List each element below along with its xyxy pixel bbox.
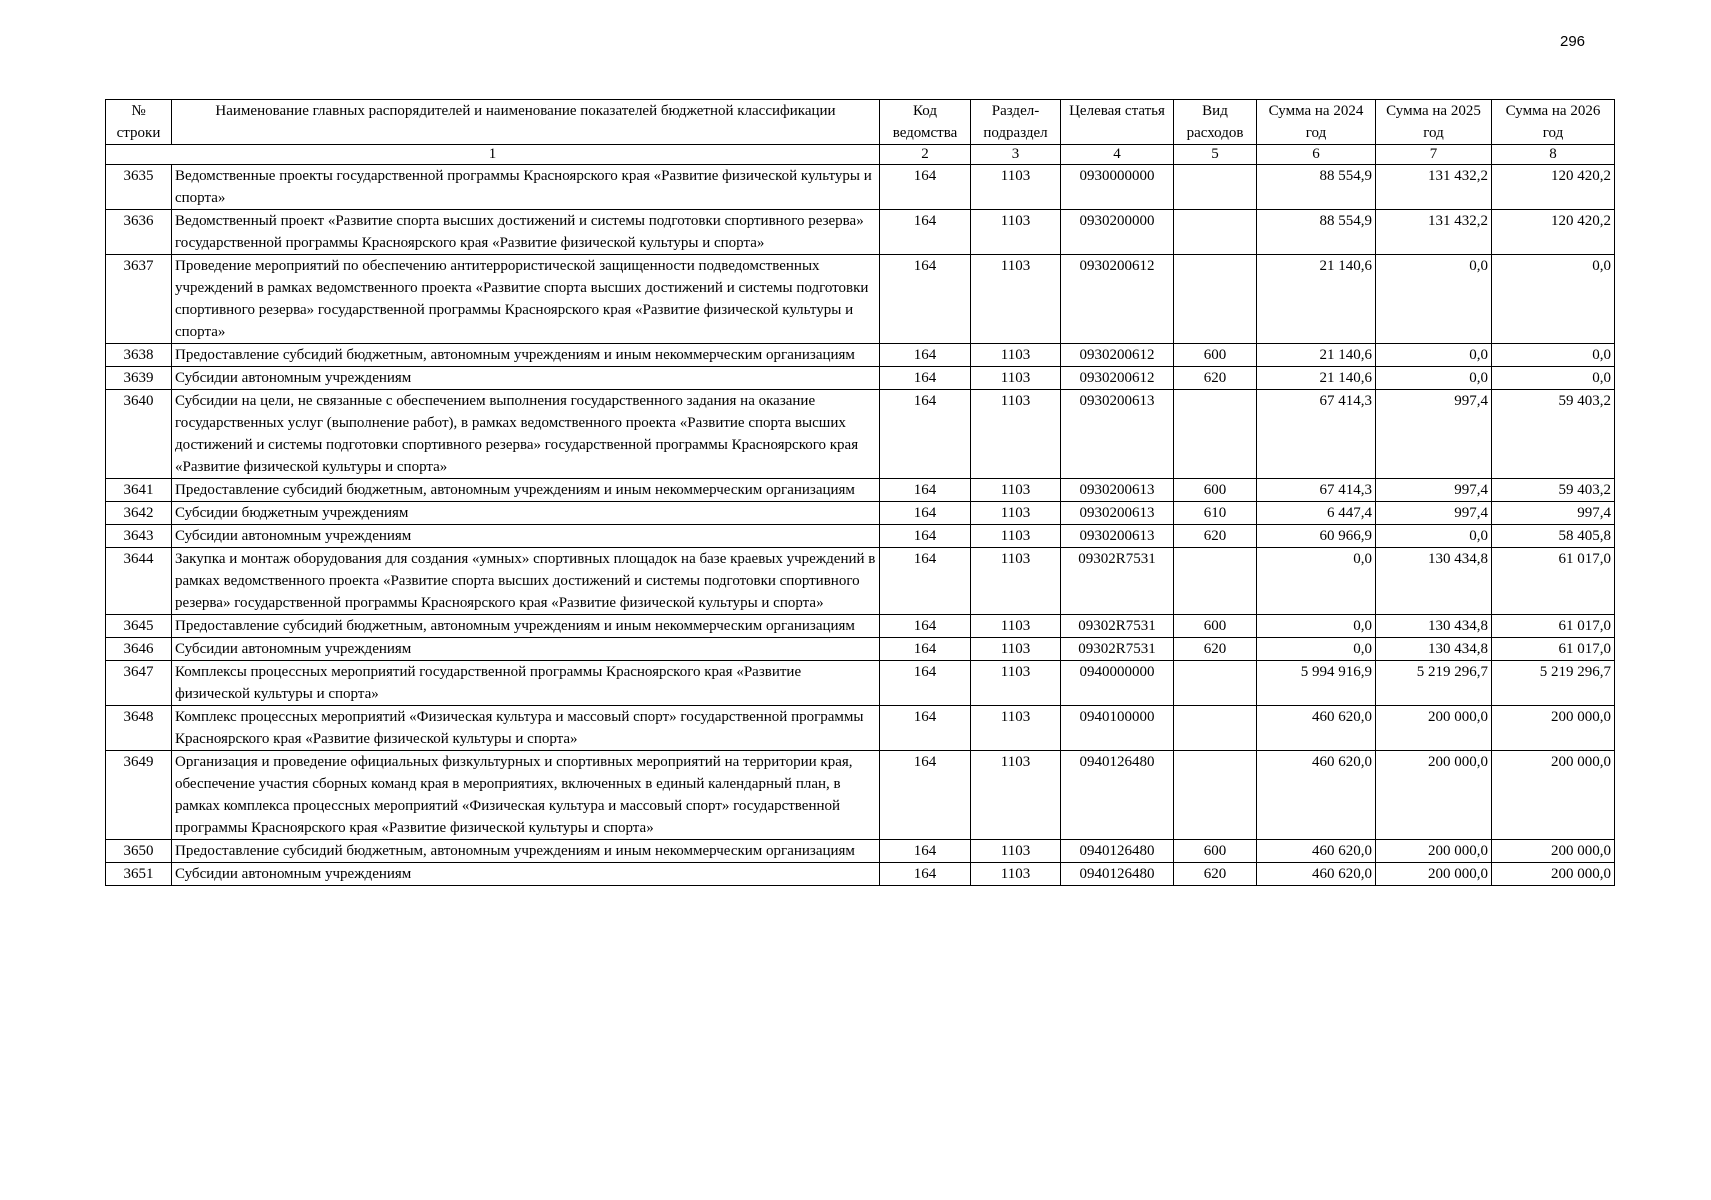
row-number-cell: 3648 xyxy=(106,706,172,751)
section-cell: 1103 xyxy=(971,615,1061,638)
header-dept-code: Код ведомства xyxy=(880,100,971,145)
sum-2024-cell: 88 554,9 xyxy=(1257,210,1376,255)
table-row xyxy=(106,344,1615,367)
section-cell: 1103 xyxy=(971,479,1061,502)
section-cell: 1103 xyxy=(971,210,1061,255)
target-cell: 09302R7531 xyxy=(1061,638,1174,661)
expense-type-cell xyxy=(1174,706,1257,751)
row-number-cell: 3637 xyxy=(106,255,172,344)
section-cell: 1103 xyxy=(971,502,1061,525)
expense-type-cell xyxy=(1174,255,1257,344)
sum-2024-cell: 460 620,0 xyxy=(1257,751,1376,840)
sum-2026-cell: 59 403,2 xyxy=(1492,479,1615,502)
sum-2024-cell: 67 414,3 xyxy=(1257,479,1376,502)
row-name-cell: Проведение мероприятий по обеспечению антитеррористической защищенности подведомственных учреждений в рамках ведомственного проекта «Развитие спорта высших достижений и системы подготовки спортивного резерва» государственной программы Красноярского края «Развитие физической культуры и спорта» xyxy=(172,255,880,344)
sum-2025-cell: 0,0 xyxy=(1376,344,1492,367)
row-number-cell: 3638 xyxy=(106,344,172,367)
budget-table xyxy=(105,99,1615,886)
sum-2026-cell: 0,0 xyxy=(1492,367,1615,390)
expense-type-cell: 620 xyxy=(1174,863,1257,886)
row-number-cell: 3647 xyxy=(106,661,172,706)
sum-2025-cell: 131 432,2 xyxy=(1376,210,1492,255)
table-header xyxy=(106,100,1615,165)
column-number: 8 xyxy=(1492,145,1615,165)
sum-2026-cell: 0,0 xyxy=(1492,255,1615,344)
target-cell: 0930200613 xyxy=(1061,390,1174,479)
target-cell: 0930200000 xyxy=(1061,210,1174,255)
dept-code-cell: 164 xyxy=(880,502,971,525)
sum-2026-cell: 200 000,0 xyxy=(1492,863,1615,886)
target-cell: 0940000000 xyxy=(1061,661,1174,706)
column-numbers-row xyxy=(106,145,1615,165)
sum-2025-cell: 0,0 xyxy=(1376,525,1492,548)
sum-2024-cell: 460 620,0 xyxy=(1257,706,1376,751)
table-row xyxy=(106,479,1615,502)
target-cell: 09302R7531 xyxy=(1061,615,1174,638)
header-section: Раздел-подраздел xyxy=(971,100,1061,145)
header-expense-type: Вид расходов xyxy=(1174,100,1257,145)
table-row xyxy=(106,548,1615,615)
header-row-no: № строки xyxy=(106,100,172,145)
target-cell: 0930200612 xyxy=(1061,344,1174,367)
table-row xyxy=(106,615,1615,638)
sum-2026-cell: 200 000,0 xyxy=(1492,840,1615,863)
column-number: 6 xyxy=(1257,145,1376,165)
row-number-cell: 3644 xyxy=(106,548,172,615)
sum-2024-cell: 21 140,6 xyxy=(1257,255,1376,344)
dept-code-cell: 164 xyxy=(880,661,971,706)
row-name-cell: Предоставление субсидий бюджетным, автономным учреждениям и иным некоммерческим организациям xyxy=(172,840,880,863)
table-row xyxy=(106,525,1615,548)
row-name-cell: Субсидии бюджетным учреждениям xyxy=(172,502,880,525)
target-cell: 0930200612 xyxy=(1061,255,1174,344)
section-cell: 1103 xyxy=(971,548,1061,615)
sum-2024-cell: 60 966,9 xyxy=(1257,525,1376,548)
column-number: 3 xyxy=(971,145,1061,165)
target-cell: 0930200612 xyxy=(1061,367,1174,390)
target-cell: 0940126480 xyxy=(1061,840,1174,863)
target-cell: 0930200613 xyxy=(1061,502,1174,525)
sum-2024-cell: 460 620,0 xyxy=(1257,863,1376,886)
column-number: 2 xyxy=(880,145,971,165)
row-name-cell: Предоставление субсидий бюджетным, автономным учреждениям и иным некоммерческим организациям xyxy=(172,344,880,367)
table-row xyxy=(106,661,1615,706)
dept-code-cell: 164 xyxy=(880,525,971,548)
table-row xyxy=(106,210,1615,255)
sum-2026-cell: 58 405,8 xyxy=(1492,525,1615,548)
sum-2024-cell: 21 140,6 xyxy=(1257,367,1376,390)
sum-2025-cell: 0,0 xyxy=(1376,367,1492,390)
dept-code-cell: 164 xyxy=(880,638,971,661)
row-number-cell: 3641 xyxy=(106,479,172,502)
section-cell: 1103 xyxy=(971,255,1061,344)
target-cell: 0940126480 xyxy=(1061,751,1174,840)
row-number-cell: 3643 xyxy=(106,525,172,548)
sum-2024-cell: 67 414,3 xyxy=(1257,390,1376,479)
expense-type-cell xyxy=(1174,210,1257,255)
expense-type-cell: 600 xyxy=(1174,615,1257,638)
dept-code-cell: 164 xyxy=(880,165,971,210)
target-cell: 0940126480 xyxy=(1061,863,1174,886)
row-name-cell: Предоставление субсидий бюджетным, автономным учреждениям и иным некоммерческим организациям xyxy=(172,479,880,502)
page-number: 296 xyxy=(1560,33,1586,50)
section-cell: 1103 xyxy=(971,525,1061,548)
dept-code-cell: 164 xyxy=(880,863,971,886)
table-row xyxy=(106,863,1615,886)
sum-2026-cell: 0,0 xyxy=(1492,344,1615,367)
expense-type-cell: 620 xyxy=(1174,638,1257,661)
sum-2024-cell: 88 554,9 xyxy=(1257,165,1376,210)
sum-2026-cell: 200 000,0 xyxy=(1492,751,1615,840)
table-row xyxy=(106,165,1615,210)
dept-code-cell: 164 xyxy=(880,344,971,367)
dept-code-cell: 164 xyxy=(880,840,971,863)
sum-2024-cell: 460 620,0 xyxy=(1257,840,1376,863)
row-name-cell: Субсидии на цели, не связанные с обеспечением выполнения государственного задания на оказание государственных услуг (выполнение работ), в рамках ведомственного проекта «Развитие спорта высших достижений и системы подготовки спортивного резерва» государственной программы Красноярского края «Развитие физической культуры и спорта» xyxy=(172,390,880,479)
sum-2025-cell: 200 000,0 xyxy=(1376,751,1492,840)
column-number: 1 xyxy=(106,145,880,165)
dept-code-cell: 164 xyxy=(880,751,971,840)
sum-2025-cell: 0,0 xyxy=(1376,255,1492,344)
expense-type-cell xyxy=(1174,751,1257,840)
target-cell: 0930200613 xyxy=(1061,479,1174,502)
row-name-cell: Ведомственный проект «Развитие спорта высших достижений и системы подготовки спортивного резерва» государственной программы Красноярского края «Развитие физической культуры и спорта» xyxy=(172,210,880,255)
table-row xyxy=(106,367,1615,390)
expense-type-cell xyxy=(1174,661,1257,706)
header-sum-2024: Сумма на 2024 год xyxy=(1257,100,1376,145)
row-name-cell: Комплексы процессных мероприятий государственной программы Красноярского края «Развитие физической культуры и спорта» xyxy=(172,661,880,706)
row-number-cell: 3651 xyxy=(106,863,172,886)
row-number-cell: 3635 xyxy=(106,165,172,210)
section-cell: 1103 xyxy=(971,661,1061,706)
sum-2025-cell: 130 434,8 xyxy=(1376,548,1492,615)
sum-2024-cell: 0,0 xyxy=(1257,615,1376,638)
target-cell: 0930200613 xyxy=(1061,525,1174,548)
row-name-cell: Субсидии автономным учреждениям xyxy=(172,638,880,661)
table-row xyxy=(106,390,1615,479)
row-name-cell: Субсидии автономным учреждениям xyxy=(172,525,880,548)
table-row xyxy=(106,751,1615,840)
column-number: 5 xyxy=(1174,145,1257,165)
header-sum-2026: Сумма на 2026 год xyxy=(1492,100,1615,145)
sum-2026-cell: 61 017,0 xyxy=(1492,615,1615,638)
expense-type-cell xyxy=(1174,390,1257,479)
sum-2025-cell: 200 000,0 xyxy=(1376,840,1492,863)
row-number-cell: 3636 xyxy=(106,210,172,255)
section-cell: 1103 xyxy=(971,840,1061,863)
table-row xyxy=(106,840,1615,863)
expense-type-cell: 600 xyxy=(1174,344,1257,367)
sum-2024-cell: 21 140,6 xyxy=(1257,344,1376,367)
dept-code-cell: 164 xyxy=(880,479,971,502)
sum-2025-cell: 200 000,0 xyxy=(1376,706,1492,751)
dept-code-cell: 164 xyxy=(880,706,971,751)
expense-type-cell: 610 xyxy=(1174,502,1257,525)
sum-2024-cell: 6 447,4 xyxy=(1257,502,1376,525)
sum-2025-cell: 130 434,8 xyxy=(1376,638,1492,661)
sum-2024-cell: 5 994 916,9 xyxy=(1257,661,1376,706)
sum-2026-cell: 61 017,0 xyxy=(1492,638,1615,661)
section-cell: 1103 xyxy=(971,165,1061,210)
dept-code-cell: 164 xyxy=(880,390,971,479)
table-row xyxy=(106,502,1615,525)
target-cell: 0930000000 xyxy=(1061,165,1174,210)
section-cell: 1103 xyxy=(971,390,1061,479)
dept-code-cell: 164 xyxy=(880,367,971,390)
sum-2026-cell: 61 017,0 xyxy=(1492,548,1615,615)
sum-2025-cell: 131 432,2 xyxy=(1376,165,1492,210)
section-cell: 1103 xyxy=(971,367,1061,390)
section-cell: 1103 xyxy=(971,706,1061,751)
sum-2026-cell: 5 219 296,7 xyxy=(1492,661,1615,706)
expense-type-cell: 620 xyxy=(1174,525,1257,548)
dept-code-cell: 164 xyxy=(880,255,971,344)
section-cell: 1103 xyxy=(971,751,1061,840)
target-cell: 0940100000 xyxy=(1061,706,1174,751)
section-cell: 1103 xyxy=(971,344,1061,367)
row-name-cell: Субсидии автономным учреждениям xyxy=(172,863,880,886)
table-body xyxy=(106,165,1615,886)
row-name-cell: Субсидии автономным учреждениям xyxy=(172,367,880,390)
sum-2025-cell: 997,4 xyxy=(1376,502,1492,525)
sum-2024-cell: 0,0 xyxy=(1257,548,1376,615)
expense-type-cell: 600 xyxy=(1174,479,1257,502)
row-name-cell: Ведомственные проекты государственной программы Красноярского края «Развитие физической культуры и спорта» xyxy=(172,165,880,210)
sum-2025-cell: 997,4 xyxy=(1376,390,1492,479)
dept-code-cell: 164 xyxy=(880,615,971,638)
row-number-cell: 3650 xyxy=(106,840,172,863)
section-cell: 1103 xyxy=(971,863,1061,886)
row-number-cell: 3640 xyxy=(106,390,172,479)
expense-type-cell: 600 xyxy=(1174,840,1257,863)
expense-type-cell: 620 xyxy=(1174,367,1257,390)
row-name-cell: Комплекс процессных мероприятий «Физическая культура и массовый спорт» государственной программы Красноярского края «Развитие физической культуры и спорта» xyxy=(172,706,880,751)
row-number-cell: 3642 xyxy=(106,502,172,525)
sum-2026-cell: 120 420,2 xyxy=(1492,210,1615,255)
column-number: 4 xyxy=(1061,145,1174,165)
sum-2026-cell: 200 000,0 xyxy=(1492,706,1615,751)
header-name: Наименование главных распорядителей и наименование показателей бюджетной классификации xyxy=(172,100,880,145)
column-number: 7 xyxy=(1376,145,1492,165)
section-cell: 1103 xyxy=(971,638,1061,661)
expense-type-cell xyxy=(1174,165,1257,210)
sum-2025-cell: 200 000,0 xyxy=(1376,863,1492,886)
row-name-cell: Закупка и монтаж оборудования для создания «умных» спортивных площадок на базе краевых учреждений в рамках ведомственного проекта «Развитие спорта высших достижений и системы подготовки спортивного резерва» государственной программы Красноярского края «Развитие физической культуры и спорта» xyxy=(172,548,880,615)
sum-2026-cell: 59 403,2 xyxy=(1492,390,1615,479)
sum-2026-cell: 120 420,2 xyxy=(1492,165,1615,210)
sum-2024-cell: 0,0 xyxy=(1257,638,1376,661)
sum-2025-cell: 130 434,8 xyxy=(1376,615,1492,638)
row-number-cell: 3639 xyxy=(106,367,172,390)
sum-2025-cell: 5 219 296,7 xyxy=(1376,661,1492,706)
table-row xyxy=(106,255,1615,344)
row-number-cell: 3649 xyxy=(106,751,172,840)
dept-code-cell: 164 xyxy=(880,210,971,255)
expense-type-cell xyxy=(1174,548,1257,615)
row-name-cell: Предоставление субсидий бюджетным, автономным учреждениям и иным некоммерческим организациям xyxy=(172,615,880,638)
target-cell: 09302R7531 xyxy=(1061,548,1174,615)
table-row xyxy=(106,638,1615,661)
sum-2026-cell: 997,4 xyxy=(1492,502,1615,525)
row-number-cell: 3646 xyxy=(106,638,172,661)
sum-2025-cell: 997,4 xyxy=(1376,479,1492,502)
row-name-cell: Организация и проведение официальных физкультурных и спортивных мероприятий на территории края, обеспечение участия сборных команд края в мероприятиях, включенных в единый календарный план, в рамках комплекса процессных мероприятий «Физическая культура и массовый спорт» государственной программы Красноярского края «Развитие физической культуры и спорта» xyxy=(172,751,880,840)
dept-code-cell: 164 xyxy=(880,548,971,615)
header-sum-2025: Сумма на 2025 год xyxy=(1376,100,1492,145)
row-number-cell: 3645 xyxy=(106,615,172,638)
table-row xyxy=(106,706,1615,751)
header-target: Целевая статья xyxy=(1061,100,1174,145)
